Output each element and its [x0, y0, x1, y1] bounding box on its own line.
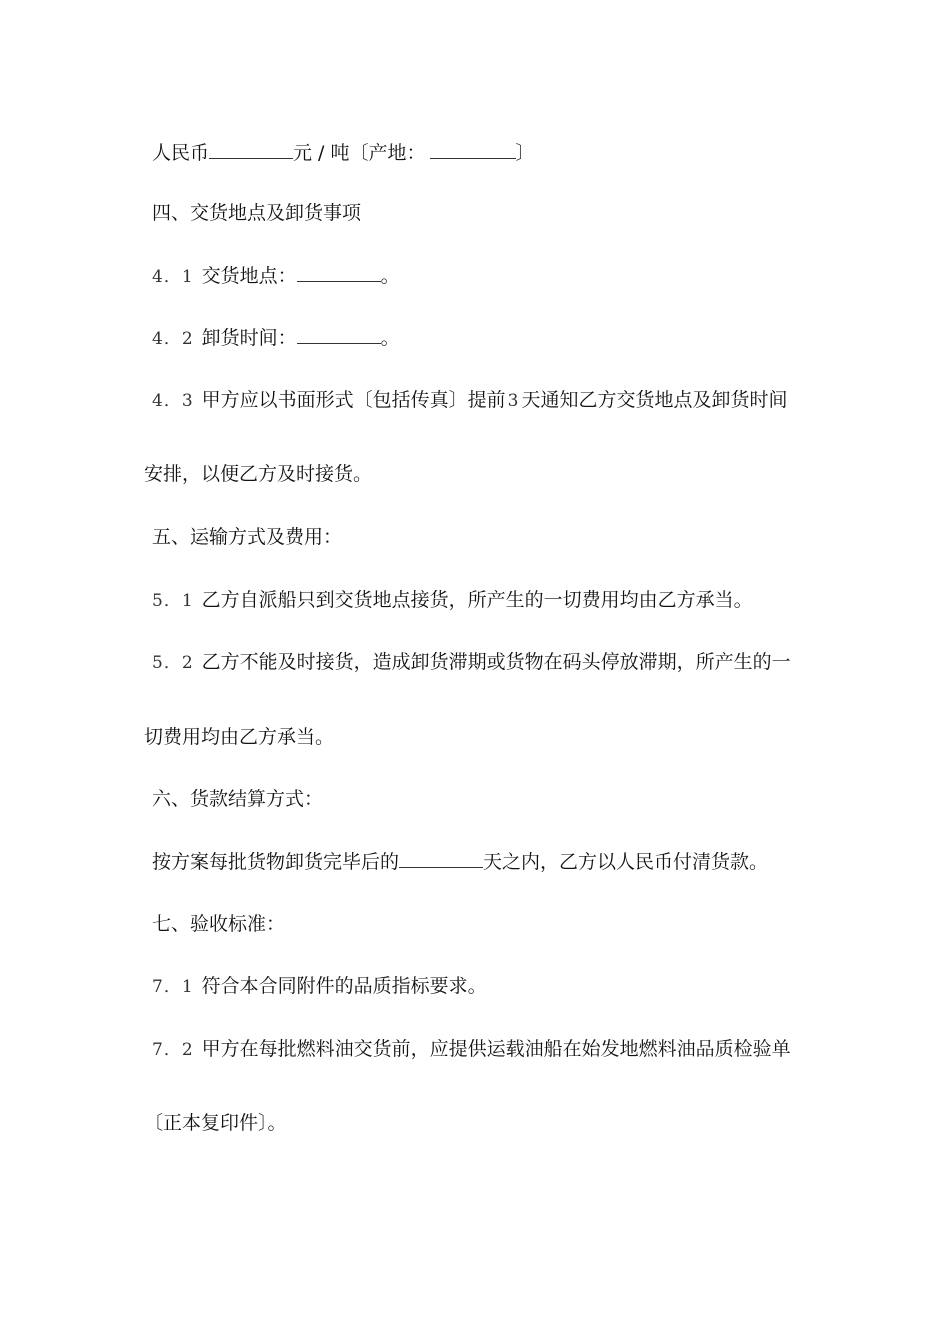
clause-text: 乙方自派船只到交货地点接货，所产生的一切费用均由乙方承当。: [201, 589, 753, 611]
clause-number: 5．2: [152, 653, 194, 673]
clause-number: 4．3: [152, 391, 194, 411]
clause-number: 7．1: [152, 977, 194, 997]
clause-number: 7．2: [152, 1040, 194, 1060]
section-6-title: 六、货款结算方式：: [152, 788, 324, 810]
clause-4-1: [152, 263, 400, 289]
clause-text-2: 天通知乙方交货地点及卸货时间: [521, 389, 788, 411]
clause-7-2: [152, 1037, 791, 1062]
clause-number: 4．2: [152, 329, 194, 349]
clause-end: 。: [380, 265, 400, 287]
clause-text: 符合本合同附件的品质指标要求。: [201, 975, 487, 997]
payment-text: 按方案每批货物卸货完毕后的: [152, 851, 400, 873]
clause-text: 卸货时间：: [201, 327, 297, 349]
clause-4-2: [152, 325, 400, 351]
section-4-title: 四、交货地点及卸货事项: [152, 202, 362, 224]
days-blank: [399, 849, 483, 868]
clause-text: 甲方在每批燃料油交货前，应提供运载油船在始发地燃料油品质检验单: [201, 1038, 791, 1060]
payment-line: [152, 849, 768, 874]
clause-4-3-cont: 安排，以便乙方及时接货。: [144, 463, 373, 485]
unload-time-blank: [297, 325, 381, 344]
clause-text: 交货地点：: [201, 265, 297, 287]
days-number: 3: [507, 391, 520, 411]
price-label: 人民币: [152, 142, 210, 164]
price-unit-origin: 元 / 吨〔产地：: [293, 142, 426, 164]
price-blank: [209, 140, 293, 159]
clause-7-1: [152, 974, 487, 999]
clause-5-1: [152, 588, 753, 613]
clause-4-3: [152, 388, 788, 413]
clause-number: 4．1: [152, 267, 194, 287]
origin-blank: [430, 140, 516, 159]
price-close: 〕: [515, 142, 535, 164]
clause-number: 5．1: [152, 591, 194, 611]
clause-text: 乙方不能及时接货，造成卸货滞期或货物在码头停放滞期，所产生的一: [201, 651, 791, 673]
section-5-title: 五、运输方式及费用：: [152, 526, 343, 548]
clause-7-2-cont: 〔正本复印件〕。: [144, 1112, 287, 1134]
clause-end: 。: [380, 327, 400, 349]
clause-text: 甲方应以书面形式〔包括传真〕提前: [201, 389, 506, 411]
price-line: [152, 140, 535, 165]
payment-text-2: 天之内，乙方以人民币付清货款。: [483, 851, 769, 873]
delivery-place-blank: [297, 263, 381, 282]
section-7-title: 七、验收标准：: [152, 913, 286, 935]
clause-5-2-cont: 切费用均由乙方承当。: [144, 726, 335, 748]
clause-5-2: [152, 650, 791, 675]
